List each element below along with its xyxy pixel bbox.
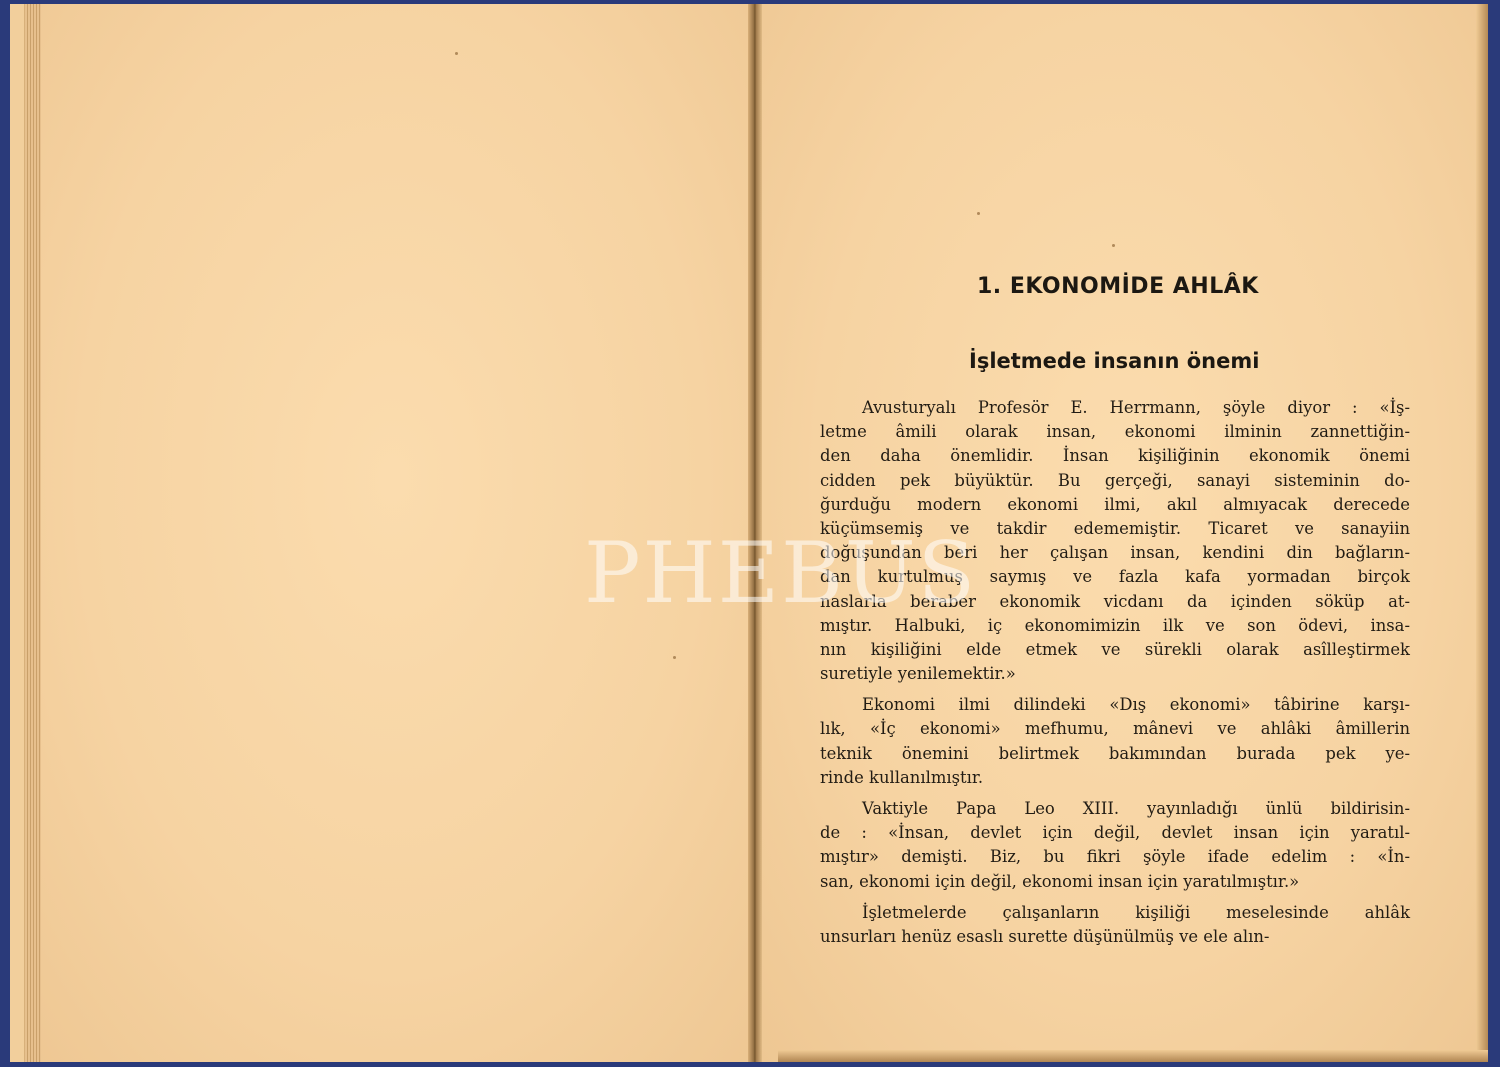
text-line: naslarla beraber ekonomik vicdanı da içinden söküp at- (820, 591, 1410, 611)
text-line: mıştır. Halbuki, iç ekonomimizin ilk ve son ödevi, insa- (820, 615, 1410, 635)
text-line: Vaktiyle Papa Leo XIII. yayınladığı ünlü bildirisin- (862, 799, 1410, 818)
watermark: PHEBUS (584, 524, 978, 622)
text-line: dan kurtulmuş saymış ve fazla kafa yormadan birçok (820, 567, 1410, 587)
text-line: İşletmelerde çalışanların kişiliği meselesinde ahlâk (862, 902, 1410, 922)
text-line: cidden pek büyüktür. Bu gerçeği, sanayi sisteminin do- (820, 470, 1410, 490)
page-bottom-edge (778, 1050, 1488, 1062)
chapter-title: 1. EKONOMİDE AHLÂK (977, 274, 1259, 299)
text-line: Ekonomi ilmi dilindeki «Dış ekonomi» tâbirine karşı- (862, 695, 1410, 715)
section-title: İşletmede insanın önemi (969, 349, 1260, 373)
text-line: Avusturyalı Profesör E. Herrmann, şöyle diyor : «İş- (862, 398, 1410, 417)
text-line: de : «İnsan, devlet için değil, devlet insan için yaratıl- (820, 823, 1410, 843)
page-right-edge (1476, 4, 1488, 1062)
paper-speck (455, 52, 458, 55)
text-line: mıştır» demişti. Biz, bu fikri şöyle ifade edelim : «İn- (820, 847, 1410, 867)
book-spread (10, 4, 1488, 1062)
text-line: den daha önemlidir. İnsan kişiliğinin ekonomik önemi (820, 446, 1410, 466)
paper-speck (1112, 244, 1115, 247)
body-text (820, 396, 1410, 956)
paper-speck (977, 212, 980, 215)
text-line: küçümsemiş ve takdir edememiştir. Ticaret ve sanayiin (820, 518, 1410, 538)
text-line: ğurduğu modern ekonomi ilmi, akıl almıyacak derecede (820, 494, 1410, 514)
paragraph (820, 797, 1410, 894)
text-line: lık, «İç ekonomi» mefhumu, mânevi ve ahlâki âmillerin (820, 719, 1410, 739)
text-line: unsurları henüz esaslı surette düşünülmüş ve ele alın- (820, 926, 1270, 946)
text-line: nın kişiliğini elde etmek ve sürekli olarak asîlleştirmek (820, 639, 1410, 659)
paragraph (820, 901, 1410, 949)
paragraph (820, 693, 1410, 790)
text-line: suretiyle yenilemektir.» (820, 664, 1016, 684)
page-edges (25, 4, 41, 1062)
text-line: san, ekonomi için değil, ekonomi insan için yaratılmıştır.» (820, 871, 1300, 891)
paper-speck (673, 656, 676, 659)
text-line: rinde kullanılmıştır. (820, 767, 984, 787)
text-line: doğuşundan beri her çalışan insan, kendini din bağların- (820, 543, 1410, 563)
text-line: letme âmili olarak insan, ekonomi ilminin zannettiğin- (820, 422, 1410, 442)
text-line: teknik önemini belirtmek bakımından burada pek ye- (820, 743, 1410, 763)
